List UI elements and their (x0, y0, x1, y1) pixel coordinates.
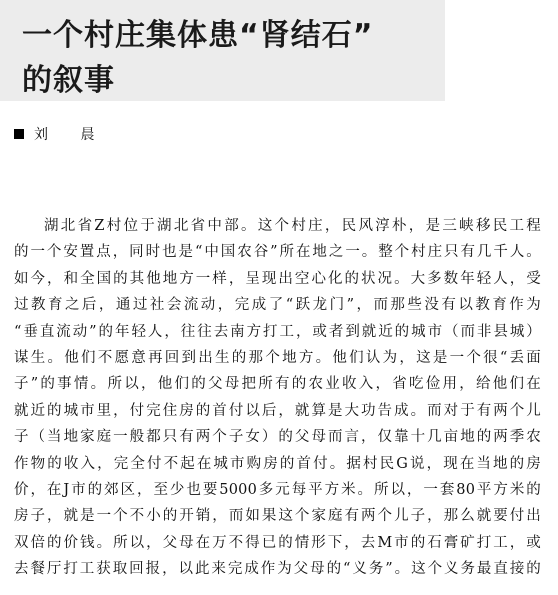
body-line: 就近的城市里，付完住房的首付以后，就算是大功告成。而对于有两个儿 (14, 402, 541, 419)
article-body (14, 213, 541, 582)
body-line: 作物的收入，完全付不起在城市购房的首付。据村民G说，现在当地的房 (14, 455, 541, 472)
body-line: 双倍的价钱。所以，父母在万不得已的情形下，去M市的石膏矿打工，或 (14, 534, 541, 551)
body-line: 谋生。他们不愿意再回到出生的那个地方。他们认为，这是一个很“丢面 (14, 349, 541, 366)
body-line: 的一个安置点，同时也是“中国农谷”所在地之一。整个村庄只有几千人。 (14, 244, 541, 261)
body-line: 价，在J市的郊区，至少也要5000多元每平方米。所以，一套80平方米的 (14, 481, 541, 498)
body-line: 去餐厅打工获取回报，以此来完成作为父母的“义务”。这个义务最直接的 (14, 561, 541, 578)
body-line: 子（当地家庭一般都只有两个子女）的父母而言，仅靠十几亩地的两季农 (14, 429, 541, 446)
square-bullet-icon (14, 129, 24, 139)
body-line: 如今，和全国的其他地方一样，呈现出空心化的状况。大多数年轻人，受 (14, 270, 541, 287)
body-line: “垂直流动”的年轻人，往往去南方打工，或者到就近的城市（而非县城） (14, 323, 541, 340)
body-line: 子”的事情。所以，他们的父母把所有的农业收入，省吃俭用，给他们在 (14, 376, 541, 393)
article-title-line-1: 一个村庄集体患“肾结石” (22, 18, 374, 53)
author-name: 刘 晨 (34, 127, 109, 143)
body-line: 过教育之后，通过社会流动，完成了“跃龙门”，而那些没有以教育作为 (14, 297, 541, 314)
article-title-line-2: 的叙事 (22, 63, 115, 98)
body-line: 房子，就是一个不小的开销，而如果这个家庭有两个儿子，那么就要付出 (14, 508, 541, 525)
body-line: 湖北省Z村位于湖北省中部。这个村庄，民风淳朴，是三峡移民工程 (44, 218, 541, 234)
title-block (0, 0, 445, 101)
author-byline (14, 125, 108, 143)
